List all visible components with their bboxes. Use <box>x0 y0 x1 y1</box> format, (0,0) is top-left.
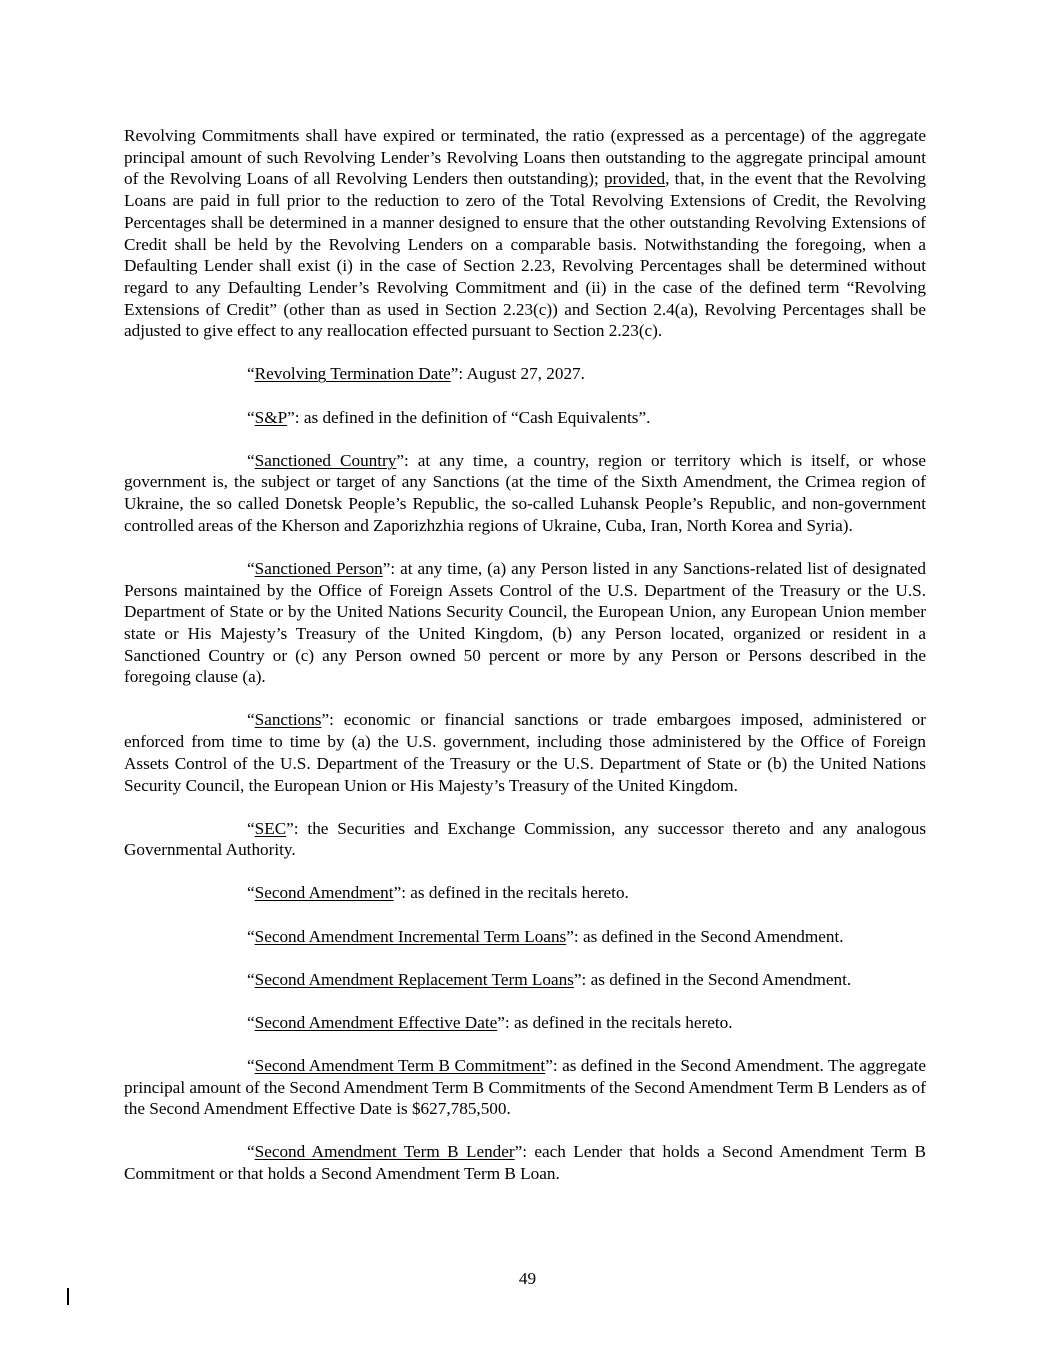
definition-text: at any time, (a) any Person listed in any Sanctions-related list of designated Persons maintained by the Office of Foreign Assets Control of the U.S. Department of the Treasury or the U.S. Department of State or by the United Nations Security Council, the European Union, any European Union member state or His Majesty’s Treasury of the United Kingdom, (b) any Person located, organized or resident in a Sanctioned Country or (c) any Person owned 50 percent or more by any Person or Persons described in the foregoing clause (a). <box>124 558 926 687</box>
page-number: 49 <box>518 1269 537 1288</box>
defined-term: Revolving Termination Date <box>254 364 451 384</box>
revolving-percentage-continuation-paragraph <box>124 125 926 342</box>
defined-term: Sanctioned Person <box>254 558 383 578</box>
definition-text: at any time, a country, region or territory which is itself, or whose government is, the subject or target of any Sanctions (at the time of the Sixth Amendment, the Crimea region of Ukraine, the so called Donetsk People’s Republic, the so-called Luhansk People’s Republic, and non-government controlled areas of the Kherson and Zaporizhzhia regions of Ukraine, Cuba, Iran, North Korea and Syria). <box>124 450 927 535</box>
defined-term: Second Amendment Term B Lender <box>254 1142 515 1162</box>
definition-text: as defined in the Second Amendment. <box>590 969 852 989</box>
definition-second-amendment-effective-date: “Second Amendment Effective Date”: as defined in the recitals hereto. <box>247 1012 733 1032</box>
definition-sanctioned-person: “Sanctioned Person”: at any time, (a) any Person listed in any Sanctions-related list of designated Persons maintained by the Office of Foreign Assets Control of the U.S. Department of the Treasury or the U.S. Department of State or by the United Nations Security Council, the European Union, any European Union member state or His Majesty’s Treasury of the United Kingdom, (b) any Person located, organized or resident in a Sanctioned Country or (c) any Person owned 50 percent or more by any Person or Persons described in the foregoing clause (a). <box>124 558 926 687</box>
definition-second-amendment-term-b-commitment: “Second Amendment Term B Commitment”: as defined in the Second Amendment. The aggregate principal amount of the Second Amendment Term B Commitments of the Second Amendment Term B Lenders as of the Second Amendment Effective Date is $627,785,500. <box>124 1055 927 1119</box>
defined-term: Second Amendment <box>254 883 394 903</box>
defined-term: S&P <box>254 407 288 427</box>
definition-text: as defined in the Second Amendment. The aggregate principal amount of the Second Amendment Term B Commitments of the Second Amendment Term B Lenders as of the Second Amendment Effective Date is $627,785,500. <box>124 1055 927 1119</box>
definition-text: the Securities and Exchange Commission, any successor thereto and any analogous Governmental Authority. <box>124 818 927 860</box>
definition-sec: “SEC”: the Securities and Exchange Commission, any successor thereto and any analogous Governmental Authority. <box>124 818 927 860</box>
paragraph-text: , that, in the event that the Revolving Loans are paid in full prior to the reduction to zero of the Total Revolving Extensions of Credit, the Revolving Percentages shall be determined in a manner designed to ensure that the other outstanding Revolving Extensions of Credit shall be held by the Revolving Lenders on a comparable basis. Notwithstanding the foregoing, when a Defaulting Lender shall exist (i) in the case of Section 2.23, Revolving Percentages shall be determined without regard to any Defaulting Lender’s Revolving Commitment and (ii) in the case of the defined term “Revolving Extensions of Credit” (other than as used in Section 2.23(c)) and Section 2.4(a), Revolving Percentages shall be adjusted to give effect to any reallocation effected pursuant to Section 2.23(c). <box>124 169 926 341</box>
defined-term: Second Amendment Replacement Term Loans <box>254 969 574 989</box>
defined-term: SEC <box>254 818 287 838</box>
definition-s-and-p: “S&P”: as defined in the definition of “Cash Equivalents”. <box>247 407 651 427</box>
defined-term: Sanctions <box>254 710 322 730</box>
definition-revolving-termination-date: “Revolving Termination Date”: August 27, 2027. <box>247 364 585 384</box>
defined-term: Second Amendment Term B Commitment <box>254 1055 546 1075</box>
paragraph-text: Revolving Commitments shall have expired or terminated, the ratio (expressed as a percentage) of the aggregate principal amount of such Revolving Lender’s Revolving Loans then outstanding to the aggregate principal amount of the Revolving Loans of all Revolving Lenders then outstanding); <box>124 126 926 189</box>
definition-text: as defined in the Second Amendment. <box>582 926 844 946</box>
definition-text: each Lender that holds a Second Amendment Term B Commitment or that holds a Second Amendment Term B Loan. <box>124 1142 927 1183</box>
defined-term: Second Amendment Incremental Term Loans <box>254 926 567 946</box>
definition-text: as defined in the recitals hereto. <box>513 1012 733 1032</box>
definition-text: as defined in the definition of “Cash Equivalents”. <box>303 407 651 427</box>
document-body <box>124 125 926 1206</box>
definition-second-amendment-replacement-term-loans: “Second Amendment Replacement Term Loans”: as defined in the Second Amendment. <box>247 969 852 989</box>
definition-text: economic or financial sanctions or trade embargoes imposed, administered or enforced from time to time by (a) the U.S. government, including those administered by the Office of Foreign Assets Control of the U.S. Department of the Treasury or the U.S. Department of State or (b) the United Nations Security Council, the European Union or His Majesty’s Treasury of the United Kingdom. <box>124 710 926 795</box>
revision-change-bar <box>67 1288 69 1305</box>
definition-text: August 27, 2027. <box>466 364 585 384</box>
definition-second-amendment: “Second Amendment”: as defined in the recitals hereto. <box>247 883 629 903</box>
definition-second-amendment-term-b-lender: “Second Amendment Term B Lender”: each Lender that holds a Second Amendment Term B Commitment or that holds a Second Amendment Term B Loan. <box>124 1142 927 1183</box>
defined-term: Second Amendment Effective Date <box>254 1012 498 1032</box>
definition-second-amendment-incremental-term-loans: “Second Amendment Incremental Term Loans”: as defined in the Second Amendment. <box>247 926 844 946</box>
defined-term: Sanctioned Country <box>254 450 397 470</box>
definition-sanctions: “Sanctions”: economic or financial sanctions or trade embargoes imposed, administered or enforced from time to time by (a) the U.S. government, including those administered by the Office of Foreign Assets Control of the U.S. Department of the Treasury or the U.S. Department of State or (b) the United Nations Security Council, the European Union or His Majesty’s Treasury of the United Kingdom. <box>124 710 926 795</box>
provided-term: provided <box>603 169 666 189</box>
definition-sanctioned-country: “Sanctioned Country”: at any time, a country, region or territory which is itself, or whose government is, the subject or target of any Sanctions (at the time of the Sixth Amendment, the Crimea region of Ukraine, the so called Donetsk People’s Republic, the so-called Luhansk People’s Republic, and non-government controlled areas of the Kherson and Zaporizhzhia regions of Ukraine, Cuba, Iran, North Korea and Syria). <box>124 450 927 535</box>
definition-text: as defined in the recitals hereto. <box>410 883 629 903</box>
